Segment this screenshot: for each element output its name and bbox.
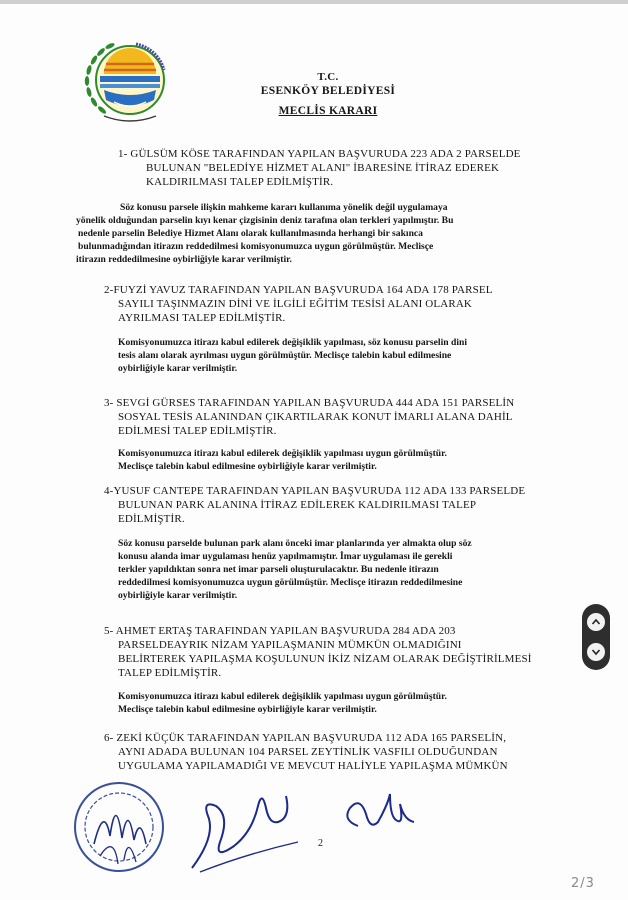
item-6-heading: 6- ZEKİ KÜÇÜK TARAFINDAN YAPILAN BAŞVURUDA 112 ADA 165 PARSELİN, AYNI ADADA BULUNAN 104 PARSEL ZEYTİNLİK VASFILI OLDUĞUNDAN UYGULAMA YAPILAMADIĞI VE MEVCUT HALİYLE YAPILAŞMA MÜMKÜN	[104, 732, 508, 772]
chevron-down-icon	[591, 647, 601, 657]
page-number: 2	[318, 838, 323, 849]
header-country: T.C.	[317, 71, 339, 83]
item-2-decision: Komisyonumuzca itirazı kabul edilerek değişiklik yapılması, söz konusu parselin dini tesis alanı olarak ayrılması uygun görülmüştür. Meclisçe talebin kabul edilmesine oybirliğiyle karar verilmiştir.	[118, 337, 467, 374]
seal-stamp-icon	[64, 774, 174, 880]
header-organization: ESENKÖY BELEDİYESİ	[260, 85, 396, 97]
page-counter: 2/3	[571, 876, 595, 891]
signature-icon	[186, 776, 306, 876]
item-4-heading: 4-YUSUF CANTEPE TARAFINDAN YAPILAN BAŞVURUDA 112 ADA 133 PARSELDE BULUNAN PARK ALANINA İTİRAZ EDİLEREK KALDIRILMASI TALEP EDİLMİŞTİR.	[104, 485, 526, 525]
chevron-up-icon	[591, 617, 601, 627]
item-4-decision: Söz konusu parselde bulunan park alanı önceki imar planlarında yer almakta olup söz konusu alanda imar uygulaması henüz yapılmamıştır. İmar uygulaması ile gerekli terkler yapıldıktan sonra net imar parseli oluşturulacaktır. Bu nedenle itirazın reddedilmesi komisyonumuzca uygun görülmüştür. Meclisçe itirazın reddedilmesine oybirliğiyle karar verilmiştir.	[118, 538, 472, 601]
item-1-decision: Söz konusu parsele ilişkin mahkeme kararı kullanıma yönelik değil uygulamaya yönelik olduğundan parselin kıyı kenar çizgisinin deniz tarafına olan terkleri yapılmıştır. Bu nedenle parselin Belediye Hizmet Alanı olarak kullanılmasında herhangi bir sakınca bulunmadığından itirazın reddedilmesi komisyonumuzca uygun görülmüştür. Meclisçe itirazın reddedilmesine oybirliğiyle karar verilmiştir.	[76, 202, 454, 265]
document-title: MECLİS KARARI	[278, 105, 378, 117]
item-5-decision: Komisyonumuzca itirazı kabul edilerek değişiklik yapılması uygun görülmüştür. Meclisçe talebin kabul edilmesine oybirliğiyle karar verilmiştir.	[118, 691, 447, 715]
item-3-heading: 3- SEVGİ GÜRSES TARAFINDAN YAPILAN BAŞVURUDA 444 ADA 151 PARSELİN SOSYAL TESİS ALANINDAN ÇIKARTILARAK KONUT İMARLI ALANA DAHİL EDİLMESİ TALEP EDİLMİŞTİR.	[104, 397, 515, 437]
scroll-up-button[interactable]	[587, 613, 605, 631]
item-5-heading: 5- AHMET ERTAŞ TARAFINDAN YAPILAN BAŞVURUDA 284 ADA 203 PARSELDEAYRIK NİZAM YAPILAŞMANIN MÜMKÜN OLMADIĞINI BELİRTEREK YAPILAŞMA KOŞULUNUN İKİZ NİZAM OLARAK DEĞİŞTİRİLMESİ TALEP EDİLMİŞTİR.	[104, 625, 532, 679]
signature-icon	[338, 786, 418, 846]
item-3-decision: Komisyonumuzca itirazı kabul edilerek değişiklik yapılması uygun görülmüştür. Meclisçe talebin kabul edilmesine oybirliğiyle karar verilmiştir.	[118, 448, 447, 472]
page-scroll-control	[582, 604, 610, 670]
scroll-down-button[interactable]	[587, 643, 605, 661]
item-1-heading: 1- GÜLSÜM KÖSE TARAFINDAN YAPILAN BAŞVURUDA 223 ADA 2 PARSELDE BULUNAN "BELEDİYE HİZMET ALANI" İBARESİNE İTİRAZ EDEREK KALDIRILMASI TALEP EDİLMİŞTİR.	[118, 148, 521, 188]
item-2-heading: 2-FUYZİ YAVUZ TARAFINDAN YAPILAN BAŞVURUDA 164 ADA 178 PARSEL SAYILI TAŞINMAZIN DİNİ VE İLGİLİ EĞİTİM TESİSİ ALANI OLARAK AYRILMASI TALEP EDİLMİŞTİR.	[104, 284, 493, 324]
page-edge	[0, 0, 628, 4]
